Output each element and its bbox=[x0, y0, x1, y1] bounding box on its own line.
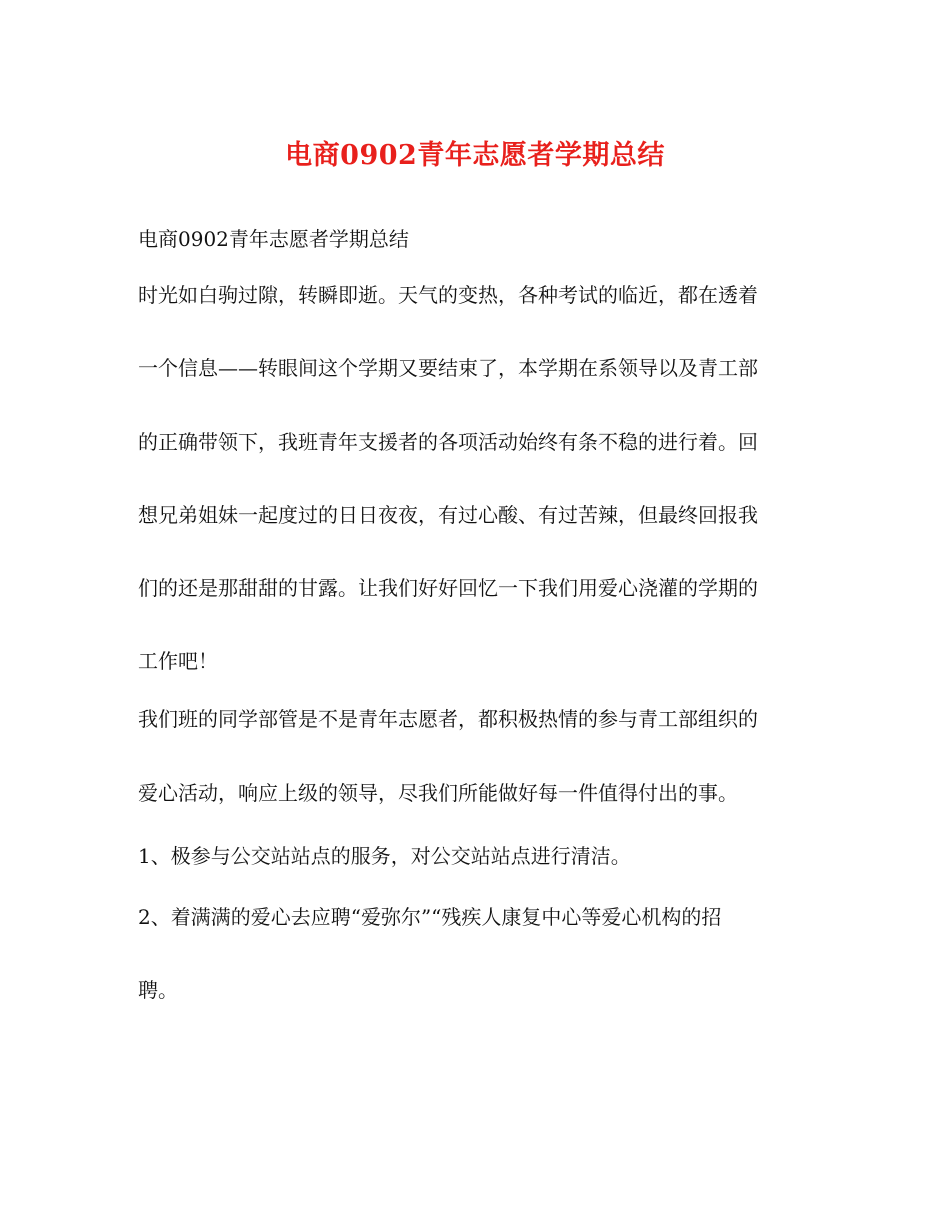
paragraph-line: 爱心活动，响应上级的领导，尽我们所能做好每一件值得付出的事。 bbox=[138, 781, 738, 805]
list-item-line: 2、着满满的爱心去应聘“爱弥尔”“残疾人康复中心等爱心机构的招 bbox=[138, 905, 722, 929]
paragraph-line: 的正确带领下，我班青年支援者的各项活动始终有条不稳的进行着。回 bbox=[138, 430, 758, 454]
list-item-line: 聘。 bbox=[138, 978, 178, 1002]
paragraph-line: 们的还是那甜甜的甘露。让我们好好回忆一下我们用爱心浇灌的学期的 bbox=[138, 576, 758, 600]
paragraph-line: 时光如白驹过隙，转瞬即逝。天气的变热，各种考试的临近，都在透着 bbox=[138, 283, 758, 307]
document-subtitle: 电商0902青年志愿者学期总结 bbox=[138, 227, 409, 251]
paragraph-line: 工作吧！ bbox=[138, 649, 218, 673]
paragraph-line: 一个信息——转眼间这个学期又要结束了，本学期在系领导以及青工部 bbox=[138, 356, 758, 380]
paragraph-line: 我们班的同学部管是不是青年志愿者，都积极热情的参与青工部组织的 bbox=[138, 707, 758, 731]
paragraph-line: 想兄弟姐妹一起度过的日日夜夜，有过心酸、有过苦辣，但最终回报我 bbox=[138, 503, 758, 527]
list-item-1: 1、极参与公交站站点的服务，对公交站站点进行清洁。 bbox=[138, 844, 631, 868]
document-title: 电商0902青年志愿者学期总结 bbox=[285, 140, 665, 171]
